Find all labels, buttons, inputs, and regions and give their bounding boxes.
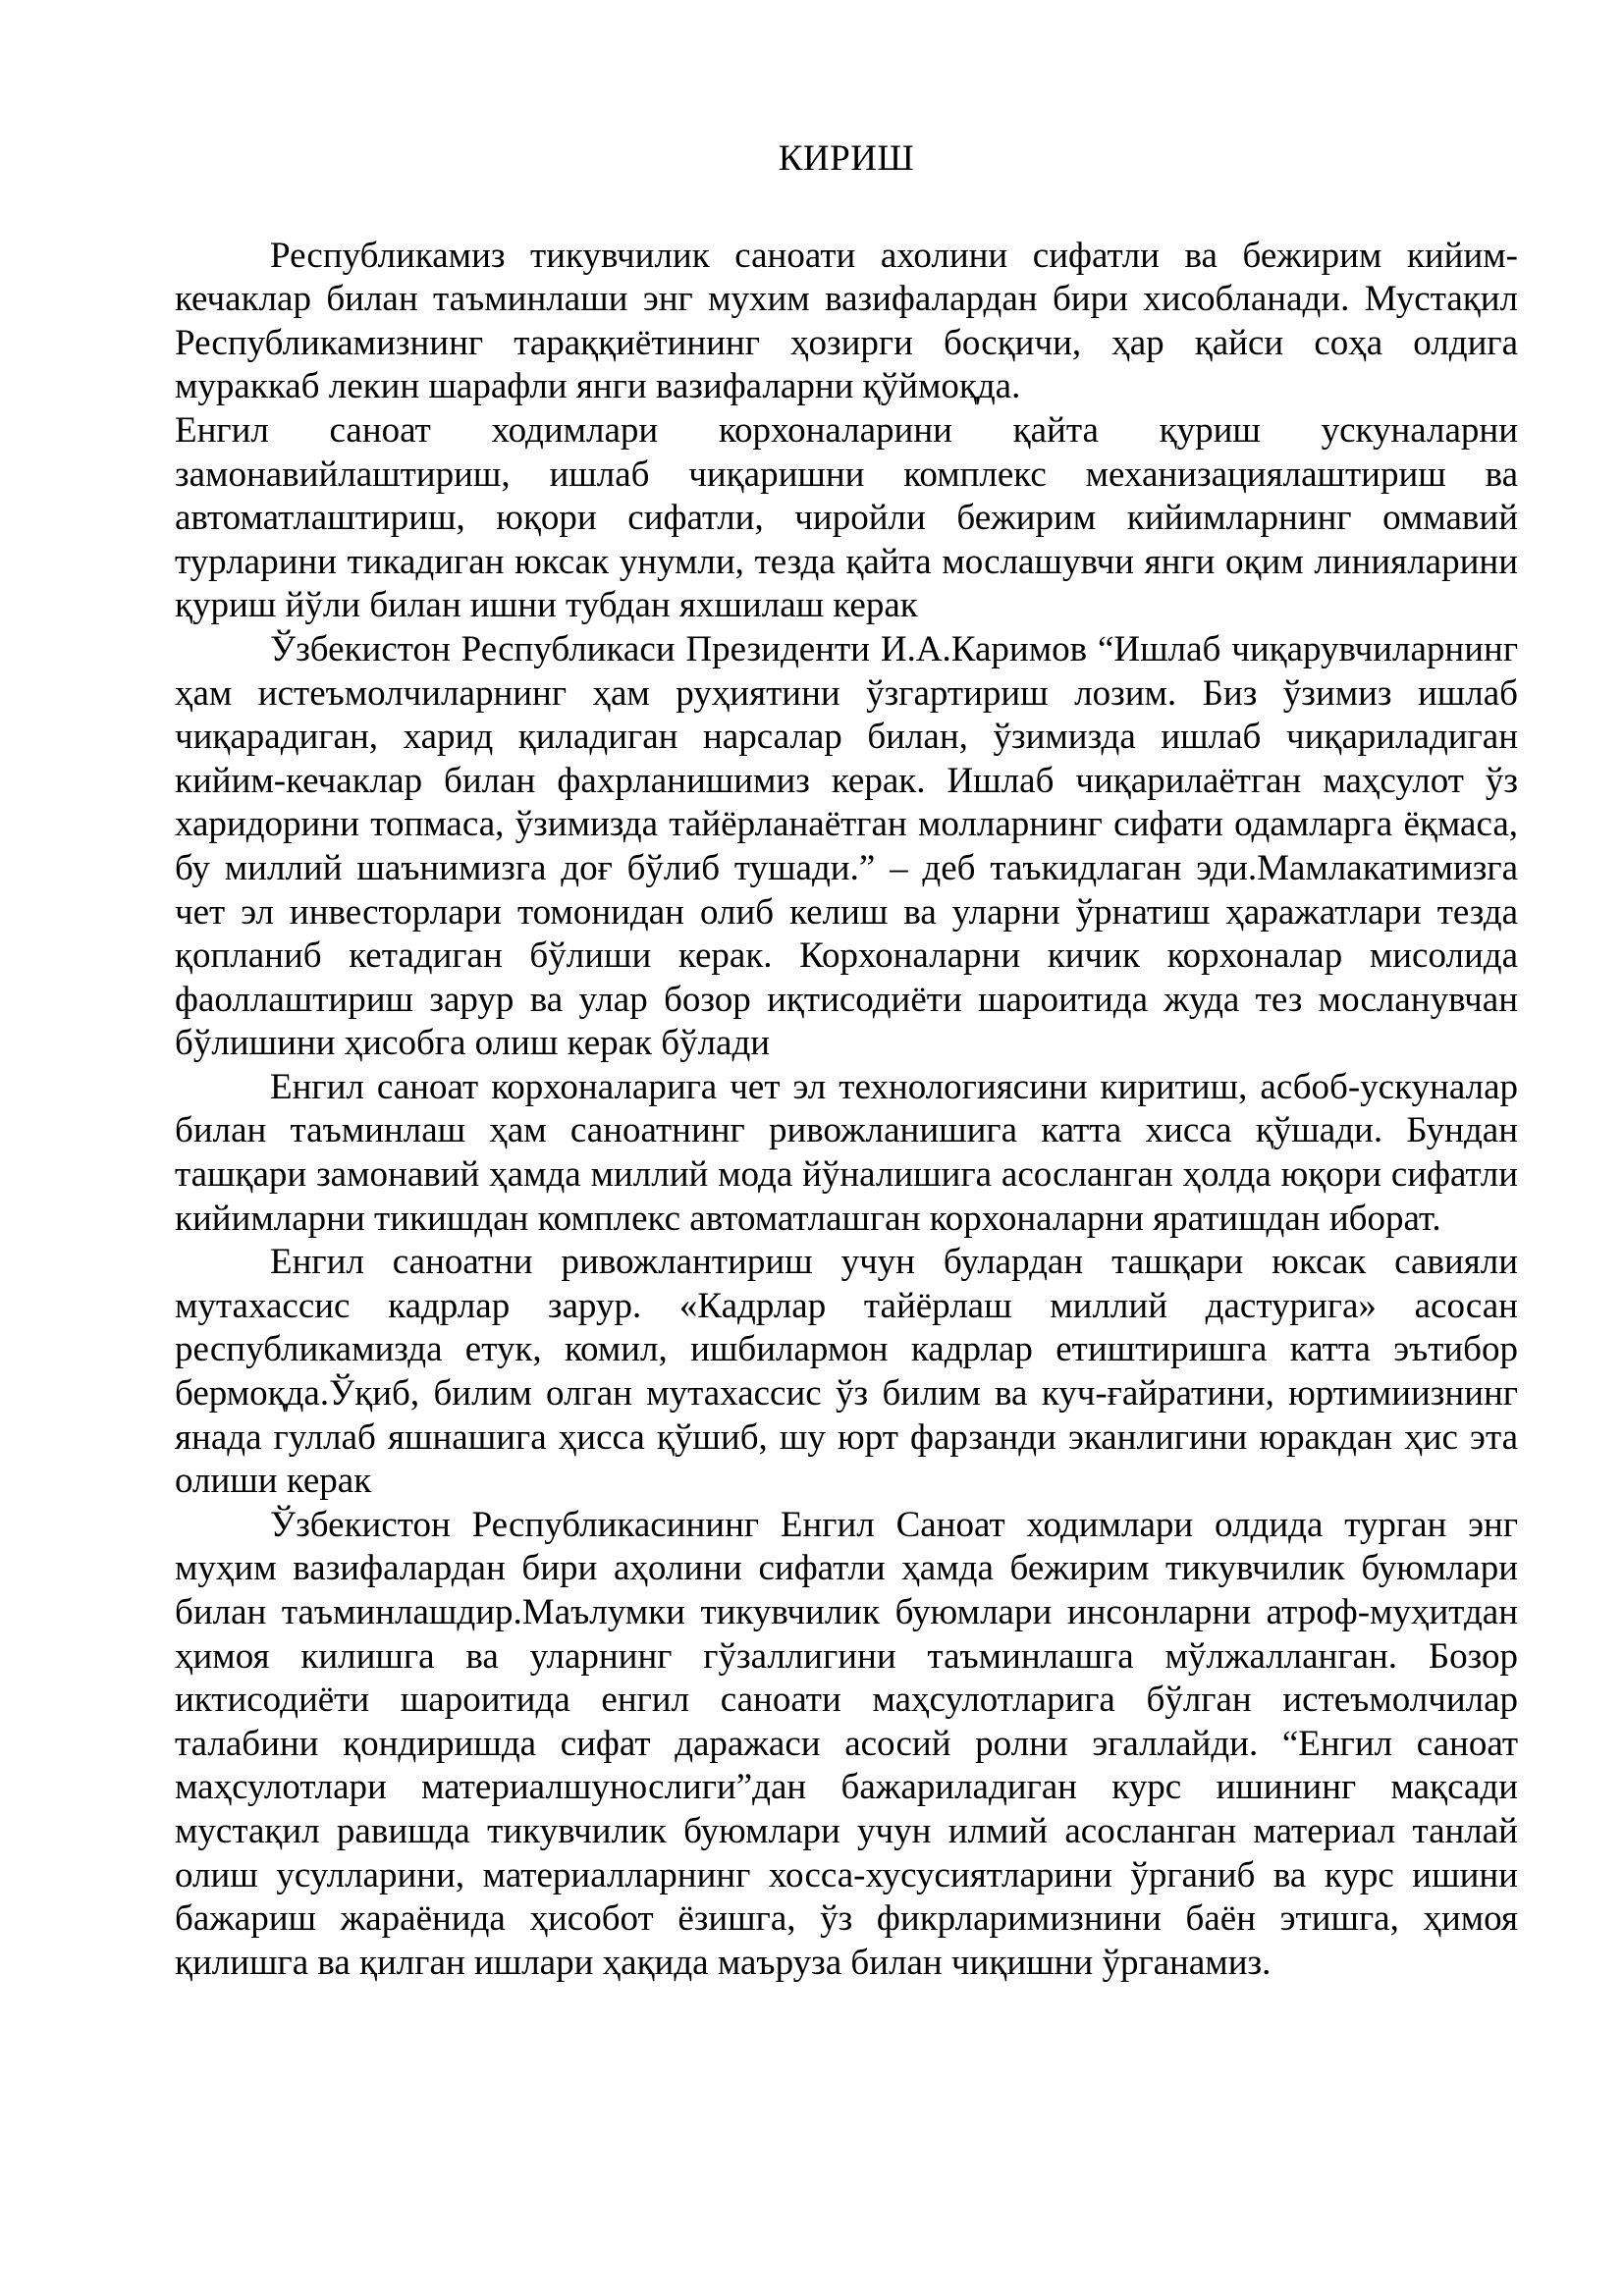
paragraph: Енгил саноатни ривожлантириш учун булардан ташқари юксак савияли мутахассис кадрлар зарур. «Кадрлар тайёрлаш миллий дастурига» асосан республикамизда етук, комил, ишбилармон кадрлар етиштиришга катта эътибор бермоқда.Ўқиб, билим олган мутахассис ўз билим ва куч-ғайратини, юртимиизнинг янада гуллаб яшнашига ҳисса қўшиб, шу юрт фарзанди эканлигини юракдан ҳис эта олиши керак — [175, 1242, 1518, 1502]
paragraph: Енгил саноат корхоналарига чет эл технологиясини киритиш, асбоб-ускуналар билан таъминлаш ҳам саноатнинг ривожланишига катта хисса қўшади. Бундан ташқари замонавий ҳамда миллий мода йўналишига асосланган ҳолда юқори сифатли кийимларни тикишдан комплекс автоматлашган корхоналарни яратишдан иборат. — [175, 1066, 1518, 1239]
paragraph: Ўзбекистон Республикасининг Енгил Саноат ходимлари олдида турган энг муҳим вазифалардан бири аҳолини сифатли ҳамда бежирим тикувчилик буюмлари билан таъминлашдир.Маълумки тикувчилик буюмлари инсонларни атроф-муҳитдан ҳимоя килишга ва уларнинг гўзаллигини таъминлашга мўлжалланган. Бозор иктисодиёти шароитида енгил саноати маҳсулотларига бўлган истеъмолчилар талабини қондиришда сифат даражаси асосий ролни эгаллайди. “Енгил саноат маҳсулотлари материалшунослиги”дан бажариладиган курс ишининг мақсади мустақил равишда тикувчилик буюмлари учун илмий асосланган материал танлай олиш усулларини, материалларнинг хосса-хусусиятларини ўрганиб ва курс ишини бажариш жараёнида ҳисобот ёзишга, ўз фикрларимизнини баён этишга, ҳимоя қилишга ва қилган ишлари ҳақида маъруза билан чиқишни ўрганамиз. — [175, 1504, 1518, 1983]
paragraph: Енгил саноат ходимлари корхоналарини қайта қуриш ускуналарни замонавийлаштириш, ишлаб чиқаришни комплекс механизациялаштириш ва автоматлаштириш, юқори сифатли, чиройли бежирим кийимларнинг оммавий турларини тикадиган юксак унумли, тезда қайта мослашувчи янги оқим линияларини қуриш йўли билан ишни тубдан яхшилаш керак — [175, 409, 1518, 626]
document-body — [175, 137, 1518, 1985]
page-title: КИРИШ — [778, 138, 915, 179]
paragraph: Республикамиз тикувчилик саноати ахолини сифатли ва бежирим кийим-кечаклар билан таъминлаши энг мухим вазифалардан бири хисобланади. Мустақил Республикамизнинг тараққиётининг ҳозирги босқичи, ҳар қайси соҳа олдига мураккаб лекин шарафли янги вазифаларни қўймоқда. — [175, 235, 1518, 407]
paragraph-list — [175, 235, 1518, 1986]
paragraph: Ўзбекистон Республикаси Президенти И.А.Каримов “Ишлаб чиқарувчиларнинг ҳам истеъмолчиларнинг ҳам руҳиятини ўзгартириш лозим. Биз ўзимиз ишлаб чиқарадиган, харид қиладиган нарсалар билан, ўзимизда ишлаб чиқариладиган кийим-кечаклар билан фахрланишимиз керак. Ишлаб чиқарилаётган маҳсулот ўз харидорини топмаса, ўзимизда тайёрланаётган молларнинг сифати одамларга ёқмаса, бу миллий шаънимизга доғ бўлиб тушади.” – деб таъкидлаган эди.Мамлакатимизга чет эл инвесторлари томонидан олиб келиш ва уларни ўрнатиш ҳаражатлари тезда қопланиб кетадиган бўлиши керак. Корхоналарни кичик корхоналар мисолида фаоллаштириш зарур ва улар бозор иқтисодиёти шароитида жуда тез мосланувчан бўлишини ҳисобга олиш керак бўлади — [175, 628, 1518, 1064]
